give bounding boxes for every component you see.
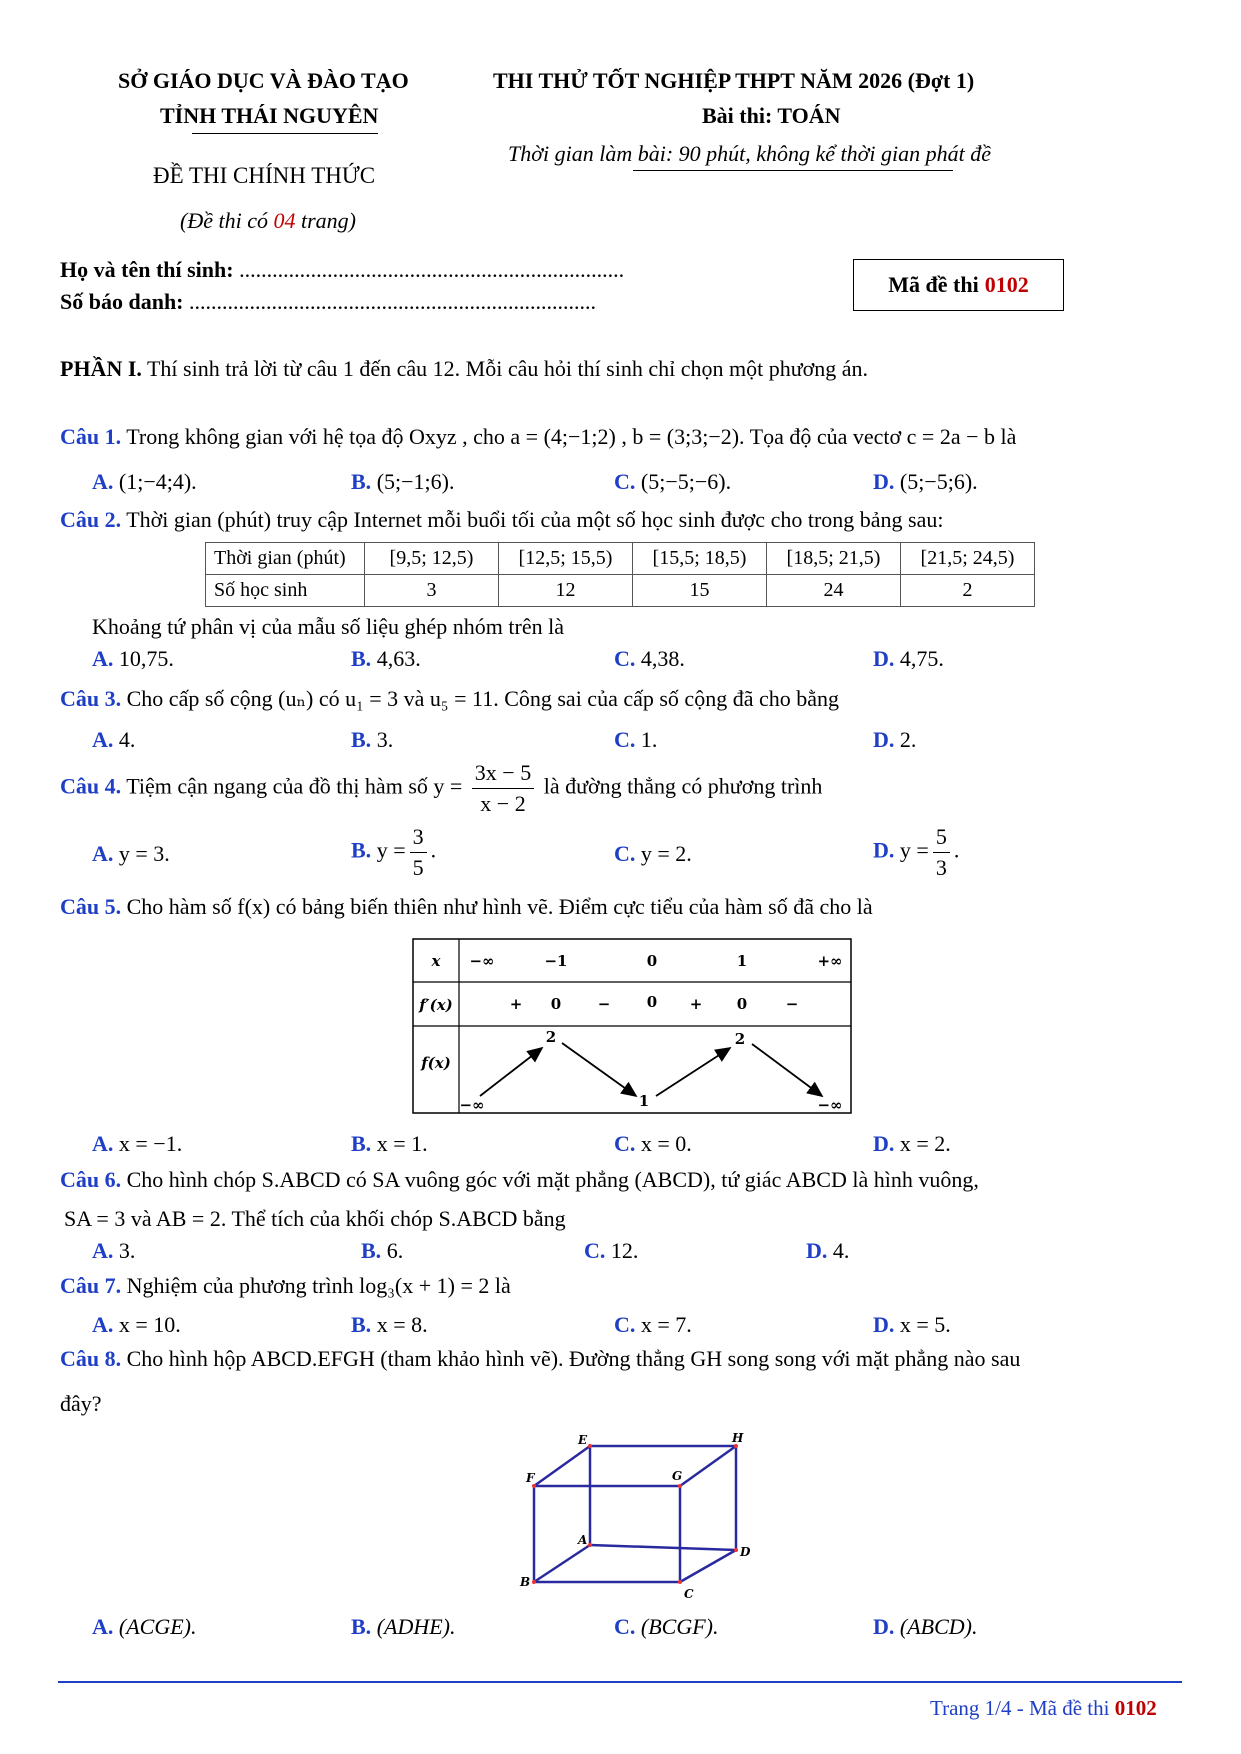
table-row [206,543,1035,575]
table-cell: Số học sinh [206,575,365,607]
vt-sign: − [785,995,799,1013]
vt-f-value: −∞ [459,1096,485,1114]
q6-option-d[interactable]: D. 4. [806,1238,850,1263]
vt-x-label: x [431,952,441,970]
q8-option-c[interactable]: C. (BCGF). [614,1614,719,1639]
q2-prompt: Khoảng tứ phân vị của mẫu số liệu ghép nhóm trên là [92,614,564,639]
table-row [206,575,1035,607]
q5-option-d[interactable]: D. x = 2. [873,1131,951,1156]
vt-sign: 0 [736,995,748,1013]
q6-stem-line1: Câu 6. Cho hình chóp S.ABCD có SA vuông góc với mặt phẳng (ABCD), tứ giác ABCD là hình vuông, [60,1167,979,1192]
q8-option-b[interactable]: B. (ADHE). [351,1614,456,1639]
table-cell: [12,5; 15,5) [499,543,633,575]
time-note: Thời gian làm bài: 90 phút, không kể thời gian phát đề [508,141,992,166]
q2-option-d[interactable]: D. 4,75. [873,646,944,671]
vt-x-value: 1 [736,952,748,970]
exam-title: THI THỬ TỐT NGHIỆP THPT NĂM 2026 (Đợt 1) [493,68,975,93]
vt-f-label: f(x) [421,1054,451,1072]
q1-option-b[interactable]: B. (5;−1;6). [351,469,455,494]
q4-option-a[interactable]: A. y = 3. [92,841,170,866]
table-cell: 15 [633,575,767,607]
vertex-label: D [740,1545,751,1559]
vt-arrow-up [656,1048,730,1096]
q4-fraction: $\frac{3x - 5}{x - 2}$ [472,758,534,819]
vt-f-value: 1 [638,1092,650,1110]
vt-arrow-up [480,1048,542,1096]
q7-option-a[interactable]: A. x = 10. [92,1312,181,1337]
table-cell: [21,5; 24,5) [901,543,1035,575]
vt-x-value: 0 [646,952,658,970]
vt-sign: + [689,995,703,1013]
q1-option-a[interactable]: A. (1;−4;4). [92,469,197,494]
vt-f-value: −∞ [817,1096,843,1114]
q3-option-a[interactable]: A. 4. [92,727,136,752]
q4-stem: Câu 4. Tiệm cận ngang của đồ thị hàm số y = $\frac{3x - 5}{x - 2}$ là đường thẳng có phương trình [60,758,822,819]
subject-label: Bài thi: TOÁN [702,103,841,128]
q6-option-a[interactable]: A. 3. [92,1238,136,1263]
table-cell: 24 [767,575,901,607]
q1-option-d[interactable]: D. (5;−5;6). [873,469,978,494]
q2-option-a[interactable]: A. 10,75. [92,646,174,671]
vt-x-value: −∞ [469,952,495,970]
official-label: ĐỀ THI CHÍNH THỨC [153,163,376,188]
pages-note: (Đề thi có 04 trang) [180,208,356,233]
table-cell: 2 [901,575,1035,607]
vertex-label: E [578,1433,588,1447]
q8-box-figure [510,1432,760,1608]
vertex-label: A [578,1533,588,1547]
q2-option-c[interactable]: C. 4,38. [614,646,685,671]
table-cell: 12 [499,575,633,607]
vt-fprime-label: f′(x) [419,996,453,1014]
q4-option-b[interactable]: B. y = $\frac{3}{5}$ . [351,824,437,880]
q4-option-c[interactable]: C. y = 2. [614,841,692,866]
table-cell: [15,5; 18,5) [633,543,767,575]
q1-option-c[interactable]: C. (5;−5;−6). [614,469,732,494]
province-name: TỈNH THÁI NGUYÊN [160,103,379,128]
q3-option-b[interactable]: B. 3. [351,727,394,752]
vt-sign: + [509,995,523,1013]
vertex-label: H [732,1432,744,1445]
q6-option-b[interactable]: B. 6. [361,1238,404,1263]
vt-arrow-down [562,1043,636,1096]
q7-option-c[interactable]: C. x = 7. [614,1312,692,1337]
vt-f-value: 2 [734,1030,746,1048]
q4-option-d[interactable]: D. y = $\frac{5}{3}$ . [873,824,960,880]
q8-stem-line2: đây? [60,1391,102,1416]
q8-stem-line1: Câu 8. Cho hình hộp ABCD.EFGH (tham khảo hình vẽ). Đường thẳng GH song song với mặt phẳng nào sau [60,1346,1021,1371]
vt-f-value: 2 [545,1028,557,1046]
vt-sign: 0 [550,995,562,1013]
q5-option-b[interactable]: B. x = 1. [351,1131,428,1156]
q5-stem: Câu 5. Cho hàm số f(x) có bảng biến thiên như hình vẽ. Điểm cực tiểu của hàm số đã cho là [60,894,873,919]
vt-sign: − [597,995,611,1013]
exam-code-box: Mã đề thi 0102 [853,259,1064,311]
q2-option-b[interactable]: B. 4,63. [351,646,421,671]
page-footer: Trang 1/4 - Mã đề thi 0102 [930,1696,1157,1720]
vt-x-value: +∞ [817,952,843,970]
header-underline [192,133,378,134]
q3-option-d[interactable]: D. 2. [873,727,917,752]
vertex-label: G [672,1469,683,1483]
vertex-label: F [526,1471,535,1485]
q3-option-c[interactable]: C. 1. [614,727,658,752]
table-cell: [9,5; 12,5) [365,543,499,575]
part1-instruction: PHẦN I. Thí sinh trả lời từ câu 1 đến câu 12. Mỗi câu hỏi thí sinh chỉ chọn một phương án. [60,356,869,381]
q1-stem: Câu 1. Trong không gian với hệ tọa độ Oxyz , cho a = (4;−1;2) , b = (3;3;−2). Tọa độ của vectơ c = 2a − b là [60,424,1017,449]
q2-stem: Câu 2. Thời gian (phút) truy cập Internet mỗi buổi tối của một số học sinh được cho trong bảng sau: [60,507,944,532]
q5-option-a[interactable]: A. x = −1. [92,1131,183,1156]
vertex-label: C [684,1587,694,1601]
table-cell: Thời gian (phút) [206,543,365,575]
q7-option-d[interactable]: D. x = 5. [873,1312,951,1337]
vertex-label: B [520,1575,531,1589]
vt-arrow-down [752,1044,822,1096]
q2-frequency-table [205,542,1035,607]
footer-divider [58,1681,1182,1683]
department-name: SỞ GIÁO DỤC VÀ ĐÀO TẠO [118,68,409,93]
q8-option-d[interactable]: D. (ABCD). [873,1614,978,1639]
candidate-id-field: Số báo danh: .......................................................................... [60,289,597,314]
q7-stem: Câu 7. Nghiệm của phương trình log₃(x + 1) = 2 là [60,1273,511,1298]
vt-sign: 0 [646,993,658,1011]
q6-option-c[interactable]: C. 12. [584,1238,639,1263]
q7-option-b[interactable]: B. x = 8. [351,1312,428,1337]
q6-stem-line2: SA = 3 và AB = 2. Thể tích của khối chóp S.ABCD bằng [64,1206,566,1231]
q3-stem: Câu 3. Cho cấp số cộng (uₙ) có u₁ = 3 và u₅ = 11. Công sai của cấp số cộng đã cho bằng [60,686,839,711]
q5-variation-table [412,938,852,1114]
time-underline [633,170,953,171]
table-cell: [18,5; 21,5) [767,543,901,575]
q8-option-a[interactable]: A. (ACGE). [92,1614,197,1639]
table-cell: 3 [365,575,499,607]
vt-x-value: −1 [544,952,568,970]
candidate-name-field: Họ và tên thí sinh: ...................................................................... [60,257,625,282]
q5-option-c[interactable]: C. x = 0. [614,1131,692,1156]
